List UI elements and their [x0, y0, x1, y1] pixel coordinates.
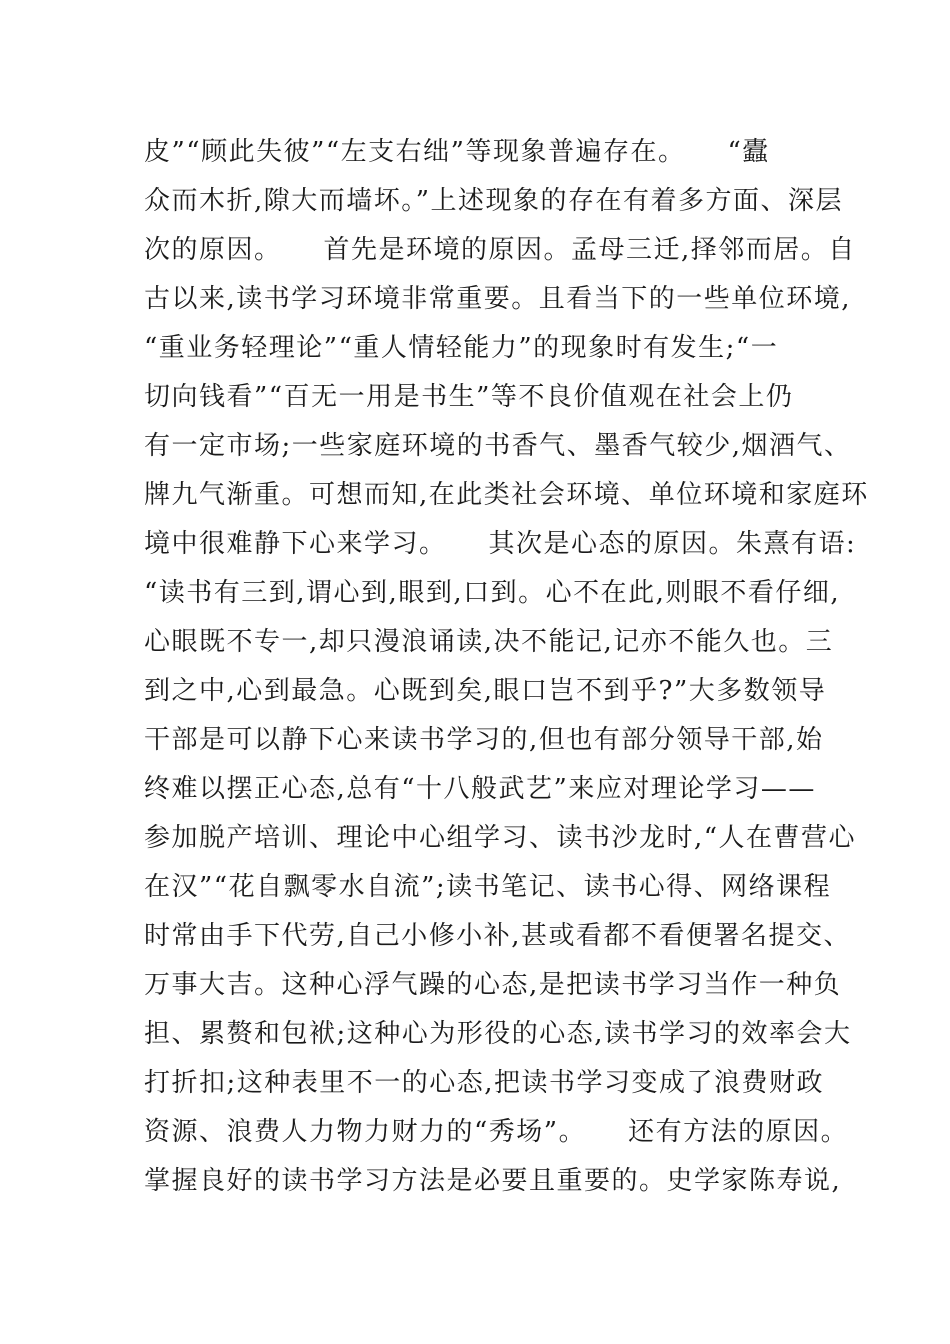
text-line: 万事大吉。这种心浮气躁的心态,是把读书学习当作一种负 — [144, 970, 842, 1000]
text-line: 到之中,心到最急。心既到矣,眼口岂不到乎?”大多数领导 — [144, 676, 827, 706]
text-line: “重业务轻理论”“重人情轻能力”的现象时有发生;“一 — [144, 333, 779, 363]
text-line: 打折扣;这种表里不一的心态,把读书学习变成了浪费财政 — [144, 1068, 825, 1098]
text-line: 掌握良好的读书学习方法是必要且重要的。史学家陈寿说, — [144, 1166, 842, 1196]
text-line: 切向钱看”“百无一用是书生”等不良价值观在社会上仍 — [144, 382, 794, 412]
text-line: 皮”“顾此失彼”“左支右绌”等现象普遍存在。 “蠹 — [144, 137, 770, 167]
text-line: “读书有三到,谓心到,眼到,口到。心不在此,则眼不看仔细, — [144, 578, 841, 608]
text-line: 众而木折,隙大而墙坏。”上述现象的存在有着多方面、深层 — [144, 186, 844, 216]
text-line: 古以来,读书学习环境非常重要。且看当下的一些单位环境, — [144, 284, 852, 314]
text-line: 终难以摆正心态,总有“十八般武艺”来应对理论学习—— — [144, 774, 816, 804]
text-line: 次的原因。 首先是环境的原因。孟母三迁,择邻而居。自 — [144, 235, 856, 265]
text-line: 时常由手下代劳,自己小修小补,甚或看都不看便署名提交、 — [144, 921, 852, 951]
text-line: 境中很难静下心来学习。 其次是心态的原因。朱熹有语: — [144, 529, 857, 559]
text-line: 干部是可以静下心来读书学习的,但也有部分领导干部,始 — [144, 725, 824, 755]
text-line: 参加脱产培训、理论中心组学习、读书沙龙时,“人在曹营心 — [144, 823, 857, 853]
text-line: 在汉”“花自飘零水自流”;读书笔记、读书心得、网络课程 — [144, 872, 832, 902]
text-line: 有一定市场;一些家庭环境的书香气、墨香气较少,烟酒气、 — [144, 431, 852, 461]
text-line: 心眼既不专一,却只漫浪诵读,决不能记,记亦不能久也。三 — [144, 627, 834, 657]
text-line: 担、累赘和包袱;这种心为形役的心态,读书学习的效率会大 — [144, 1019, 852, 1049]
body-text — [144, 128, 869, 1206]
text-line: 资源、浪费人力物力财力的“秀场”。 还有方法的原因。 — [144, 1117, 849, 1147]
text-line: 牌九气渐重。可想而知,在此类社会环境、单位环境和家庭环 — [144, 480, 869, 510]
